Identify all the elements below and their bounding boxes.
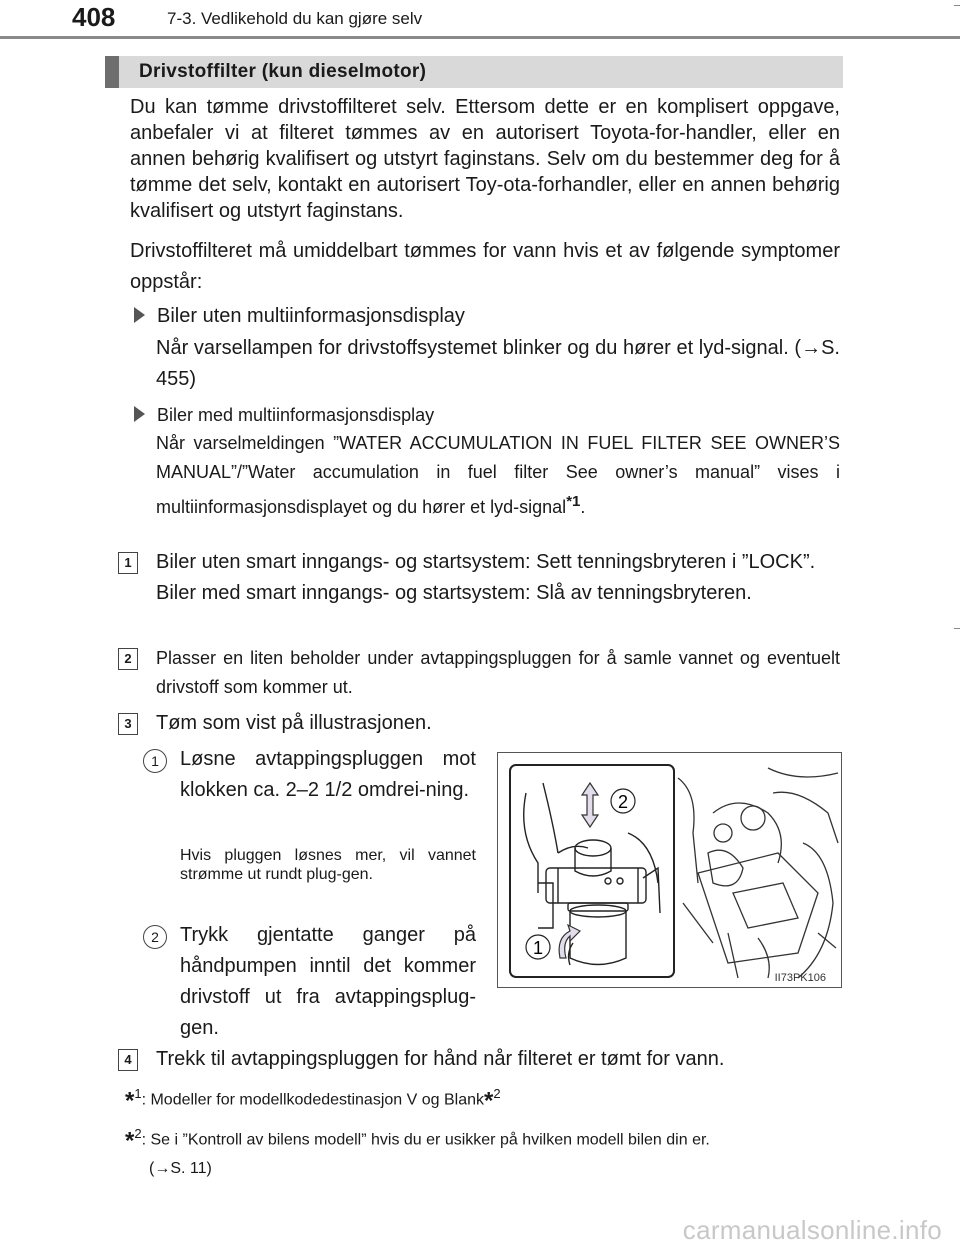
step-text-3: Tøm som vist på illustrasjonen. — [156, 712, 432, 734]
step-badge-1: 1 — [118, 552, 138, 574]
symptoms-intro: Drivstoffilteret må umiddelbart tømmes for vann hvis et av følgende symptomer oppstår: — [130, 240, 840, 293]
bullet-heading-no-display — [130, 303, 465, 329]
bullet-heading-with-display — [130, 402, 434, 428]
footnote-1-mark: * — [125, 1087, 135, 1115]
topic-title: Drivstoffilter (kun dieselmotor) — [139, 61, 427, 82]
step-text-4: Trekk til avtappingspluggen for hånd når filteret er tømt for vann. — [156, 1048, 725, 1070]
triangle-bullet-icon — [134, 307, 145, 323]
footnote-1-ref-num: 2 — [493, 1086, 501, 1101]
step-badge-2: 2 — [118, 648, 138, 670]
step-text-1-b: Biler med smart inngangs- og startsystem: Slå av tenningsbryteren. — [156, 582, 752, 604]
intro-paragraph: Du kan tømme drivstoffilteret selv. Ettersom dette er en komplisert oppgave, anbefaler vi at filteret tømmes av en autorisert Toyota-for-handler, eller en annen behørig kvalifisert og utstyrt faginstans. Selv om du bestemmer deg for å tømme det selv, kontakt en autorisert Toy-ota-forhandler, eller en annen behørig kvalifisert og utstyrt faginstans. — [130, 96, 840, 222]
bullet-text-body: Når varselmeldingen ”WATER ACCUMULATION IN FUEL FILTER SEE OWNER’S MANUAL”/”Water accumulation in fuel filter See owner’s manual” vises i multiinformasjonsdisplayet og du hører et lyd-signal — [156, 433, 840, 517]
bullet-text-with-display — [156, 429, 840, 522]
footnote-1 — [125, 1080, 840, 1115]
engine-bay-drawing — [498, 753, 841, 987]
footnote-1-num: 1 — [134, 1086, 142, 1101]
bullet-text-end: . — [580, 497, 586, 517]
bullet-heading-label: Biler med multiinformasjonsdisplay — [157, 405, 435, 425]
illustration-code: II73PK106 — [774, 972, 826, 984]
callout-1-label: 1 — [532, 938, 544, 958]
page-number: 408 — [72, 2, 116, 32]
footnote-2-text: : Se i ”Kontroll av bilens modell” hvis du er usikker på hvilken modell bilen din er. — [141, 1131, 710, 1149]
substep-note-1: Hvis pluggen løsnes mer, vil vannet strømme ut rundt plug-gen. — [180, 847, 476, 883]
bullet-text-no-display: Når varsellampen for drivstoffsystemet blinker og du hører et lyd-signal. (→S. 455) — [156, 337, 840, 390]
footnote-1-text: : Modeller for modellkodedestinasjon V og Blank — [141, 1091, 484, 1109]
step-text-1-a: Biler uten smart inngangs- og startsystem: Sett tenningsbryteren i ”LOCK”. — [156, 551, 816, 573]
substep-badge-1: 1 — [143, 749, 167, 773]
footnote-1-ref-mark: * — [484, 1087, 494, 1115]
triangle-bullet-icon — [134, 406, 145, 422]
substep-text-2: Trykk gjentatte ganger på håndpumpen inntil det kommer drivstoff ut fra avtappingsplug-gen. — [180, 924, 476, 1039]
fuel-filter-illustration — [497, 752, 842, 988]
section-header: 7-3. Vedlikehold du kan gjøre selv — [167, 9, 423, 28]
substep-badge-2: 2 — [143, 925, 167, 949]
topic-bar — [105, 56, 843, 88]
substep-text-1: Løsne avtappingspluggen mot klokken ca. 2–2 1/2 omdrei-ning. — [180, 748, 476, 801]
footnote-2 — [125, 1120, 840, 1183]
footnote-ref: *1 — [566, 493, 581, 510]
callout-2-label: 2 — [617, 792, 629, 812]
footnote-2-mark: * — [125, 1127, 135, 1155]
step-text-2: Plasser en liten beholder under avtappingspluggen for å samle vannet og eventuelt drivstoff som kommer ut. — [156, 648, 840, 697]
step-badge-4: 4 — [118, 1049, 138, 1071]
step-text-1 — [156, 547, 840, 609]
bullet-heading-label: Biler uten multiinformasjonsdisplay — [157, 305, 465, 327]
edge-tick — [954, 628, 960, 629]
footnote-2-text2: (→S. 11) — [149, 1160, 212, 1178]
watermark: carmanualsonline.info — [682, 1215, 942, 1245]
header-rule — [0, 36, 960, 39]
step-badge-3: 3 — [118, 713, 138, 735]
footnote-2-num: 2 — [134, 1126, 142, 1141]
edge-tick — [954, 5, 960, 6]
